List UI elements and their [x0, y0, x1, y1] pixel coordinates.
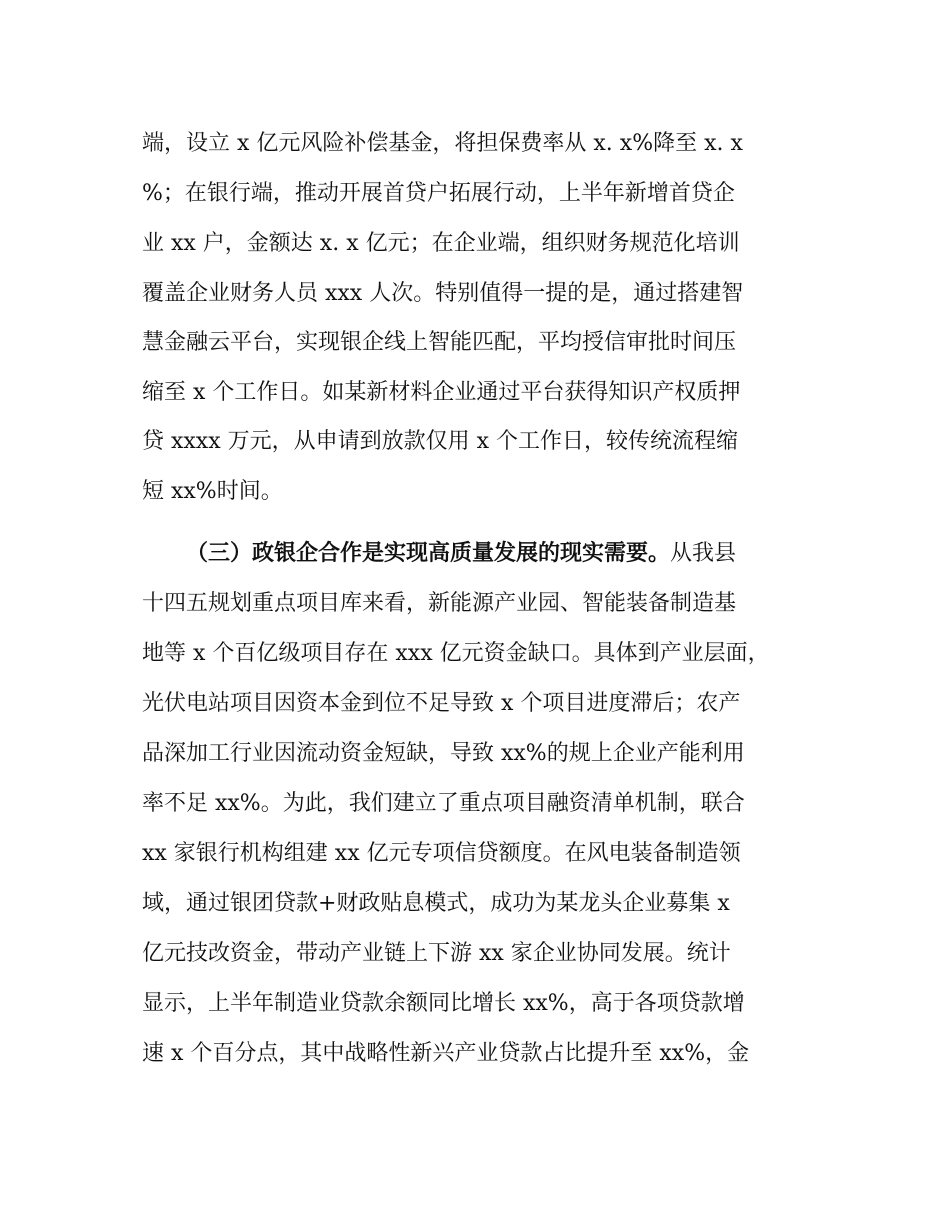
paragraph2-line-2: 十四五规划重点项目库来看，新能源产业园、智能装备制造基 — [142, 591, 737, 616]
paragraph1-line-2: %；在银行端，推动开展首贷户拓展行动，上半年新增首贷企 — [142, 181, 735, 206]
section-heading: （三）政银企合作是实现高质量发展的现实需要。 — [186, 541, 671, 566]
paragraph1-line-6: 缩至 x 个工作日。如某新材料企业通过平台获得知识产权质押 — [142, 380, 741, 405]
paragraph2-line-5: 品深加工行业因流动资金短缺，导致 xx%的规上企业产能利用 — [142, 741, 745, 766]
paragraph1-line-5: 慧金融云平台，实现银企线上智能匹配，平均授信审批时间压 — [142, 330, 737, 355]
paragraph2-line-7: xx 家银行机构组建 xx 亿元专项信贷额度。在风电装备制造领 — [142, 841, 741, 866]
paragraph1-line-3: 业 xx 户，金额达 x. x 亿元；在企业端，组织财务规范化培训 — [142, 231, 740, 256]
paragraph2-line-9: 亿元技改资金，带动产业链上下游 xx 家企业协同发展。统计 — [142, 941, 731, 966]
paragraph2-line-11: 速 x 个百分点，其中战略性新兴产业贷款占比提升至 xx%，金 — [142, 1041, 750, 1066]
paragraph2-line-3: 地等 x 个百亿级项目存在 xxx 亿元资金缺口。具体到产业层面， — [142, 641, 770, 666]
paragraph2-line-10: 显示，上半年制造业贷款余额同比增长 xx%，高于各项贷款增 — [142, 991, 745, 1016]
paragraph1-line-7: 贷 xxxx 万元，从申请到放款仅用 x 个工作日，较传统流程缩 — [142, 429, 739, 454]
paragraph1-line-4: 覆盖企业财务人员 xxx 人次。特别值得一提的是，通过搭建智 — [142, 281, 744, 306]
paragraph2-first-line-rest: 从我县 — [670, 541, 737, 566]
paragraph1-line-8: 短 xx%时间。 — [142, 479, 283, 504]
paragraph1-line-1: 端，设立 x 亿元风险补偿基金，将担保费率从 x. x%降至 x. x — [142, 131, 743, 156]
paragraph2-line-8: 域，通过银团贷款+财政贴息模式，成功为某龙头企业募集 x — [142, 891, 730, 916]
paragraph2-first-line — [186, 540, 736, 568]
paragraph2-line-4: 光伏电站项目因资本金到位不足导致 x 个项目进度滞后；农产 — [142, 691, 741, 716]
paragraph2-line-6: 率不足 xx%。为此，我们建立了重点项目融资清单机制，联合 — [142, 791, 745, 816]
